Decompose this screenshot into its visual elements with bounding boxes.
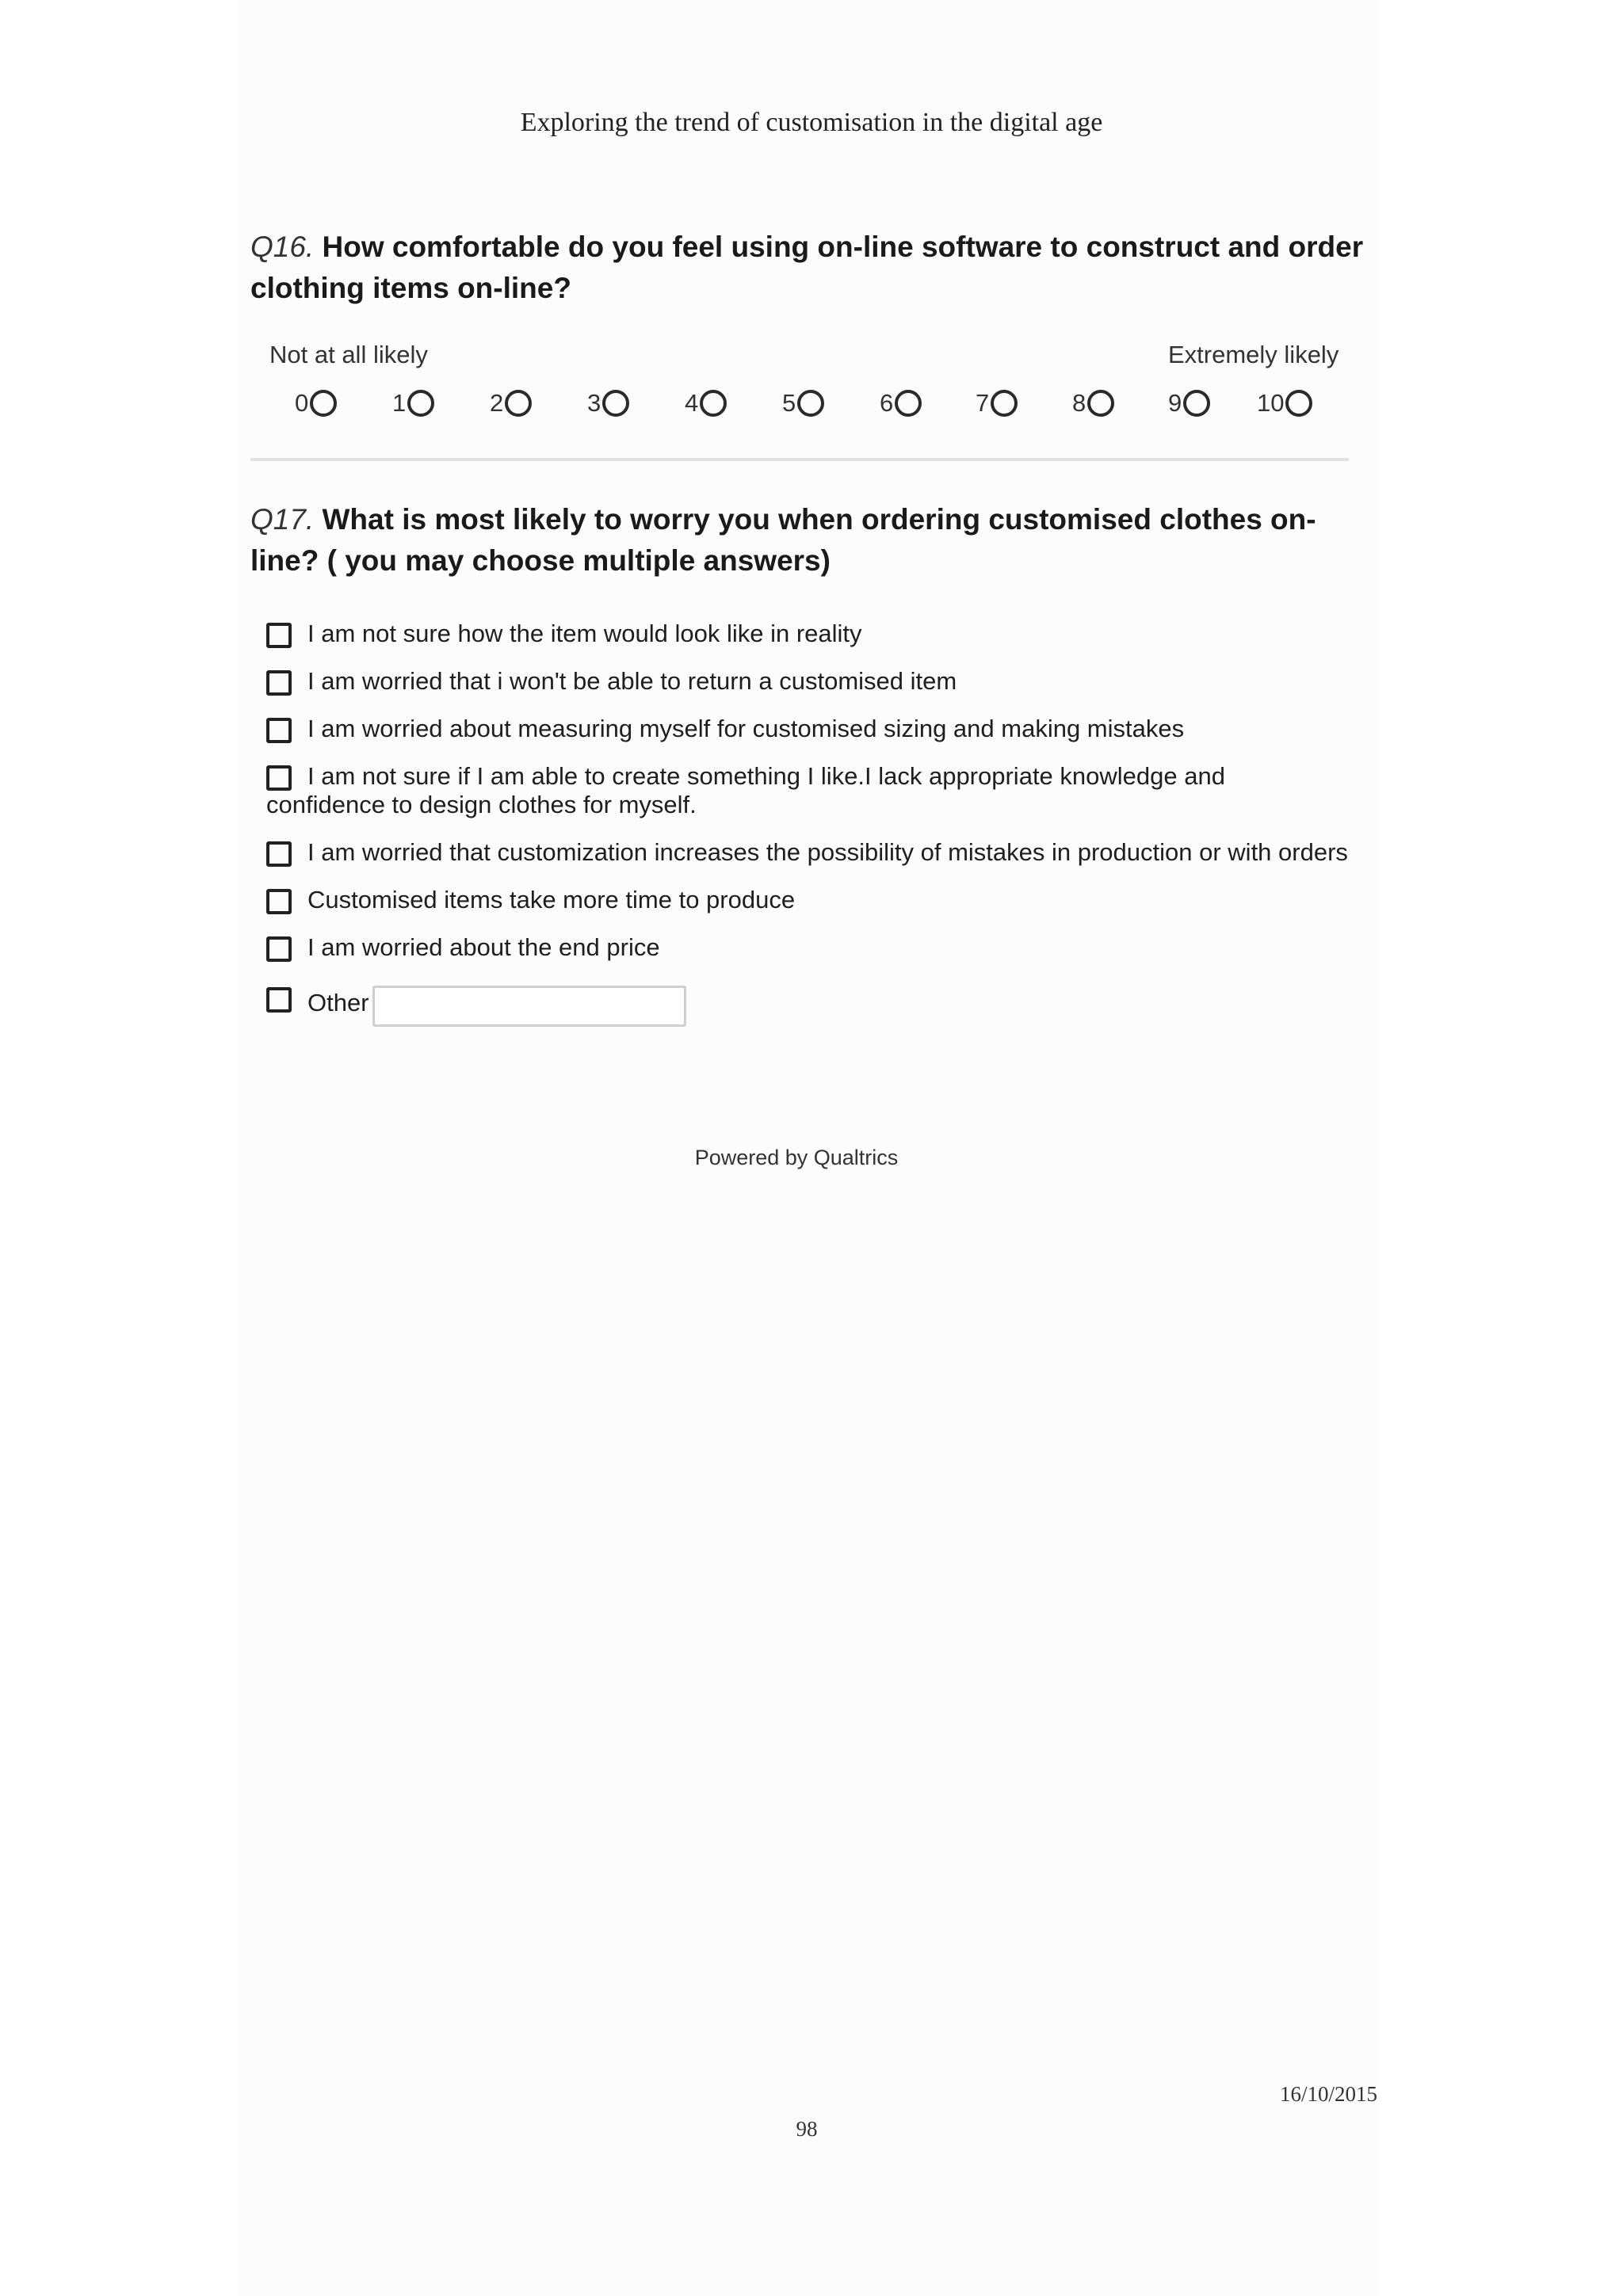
radio-icon[interactable] [700, 390, 727, 417]
scale-number: 8 [1072, 389, 1086, 417]
scale-number: 0 [295, 389, 309, 417]
powered-by-text: Powered by Qualtrics [694, 1146, 899, 1169]
footer-date: 16/10/2015 [1279, 2082, 1377, 2106]
scale-number: 5 [782, 389, 796, 417]
option-label: I am worried that customization increases the possibility of mistakes in production or with orders [307, 838, 1348, 866]
question-text: How comfortable do you feel using on-line software to construct and order clothing items on-line? [250, 231, 1364, 304]
option-label: Other [307, 989, 369, 1016]
scale-option-0[interactable] [295, 385, 382, 421]
checkbox-option-2[interactable] [266, 667, 1360, 699]
radio-icon[interactable] [1285, 390, 1312, 417]
scale-low-label: Not at all likely [269, 341, 428, 368]
scale-option-2[interactable] [490, 385, 577, 421]
option-label: I am not sure if I am able to create something I like.I lack appropriate knowledge and confidence to design clothes for myself. [266, 762, 1225, 818]
option-label: Customised items take more time to produce [307, 886, 796, 913]
checkbox-icon[interactable] [266, 841, 292, 867]
radio-icon[interactable] [991, 390, 1018, 417]
radio-icon[interactable] [797, 390, 824, 417]
page-number: 98 [796, 2117, 818, 2141]
scale-number: 1 [392, 389, 407, 417]
scale-option-8[interactable] [1072, 385, 1159, 421]
radio-icon[interactable] [310, 390, 337, 417]
radio-icon[interactable] [895, 390, 922, 417]
checkbox-icon[interactable] [266, 718, 292, 743]
scale-option-1[interactable] [392, 385, 479, 421]
radio-icon[interactable] [407, 390, 434, 417]
option-label: I am worried that i won't be able to return a customised item [307, 667, 957, 695]
checkbox-icon[interactable] [266, 889, 292, 914]
scale-high-label: Extremely likely [1168, 341, 1339, 368]
option-label: I am worried about measuring myself for customised sizing and making mistakes [307, 715, 1185, 742]
radio-icon[interactable] [1183, 390, 1210, 417]
scale-option-4[interactable] [685, 385, 772, 421]
question-16-title [250, 227, 1384, 309]
scale-option-3[interactable] [587, 385, 674, 421]
scale-number: 4 [685, 389, 699, 417]
radio-icon[interactable] [1087, 390, 1114, 417]
scale-number: 6 [880, 389, 894, 417]
question-divider [250, 458, 1349, 461]
scale-number: 10 [1257, 389, 1285, 417]
running-header: Exploring the trend of customisation in the digital age [520, 108, 1103, 137]
checkbox-option-other[interactable] [266, 984, 369, 1016]
scale-option-10[interactable] [1257, 385, 1344, 421]
scale-number: 9 [1168, 389, 1182, 417]
checkbox-icon[interactable] [266, 765, 292, 791]
other-text-input[interactable] [372, 986, 686, 1027]
scale-option-9[interactable] [1168, 385, 1255, 421]
scale-option-6[interactable] [880, 385, 967, 421]
option-label: I am not sure how the item would look like in reality [307, 620, 862, 647]
scale-number: 2 [490, 389, 504, 417]
option-label: I am worried about the end price [307, 933, 660, 961]
checkbox-icon[interactable] [266, 623, 292, 648]
scale-option-5[interactable] [782, 385, 869, 421]
scale-number: 7 [976, 389, 990, 417]
checkbox-icon[interactable] [266, 670, 292, 696]
checkbox-option-3[interactable] [266, 715, 1360, 746]
radio-icon[interactable] [602, 390, 629, 417]
checkbox-option-1[interactable] [266, 620, 1360, 651]
scale-number: 3 [587, 389, 601, 417]
question-number: Q16. [250, 231, 315, 263]
checkbox-icon[interactable] [266, 936, 292, 962]
scale-option-7[interactable] [976, 385, 1063, 421]
radio-icon[interactable] [505, 390, 532, 417]
checkbox-option-4[interactable] [266, 762, 1328, 819]
checkbox-option-6[interactable] [266, 886, 1360, 917]
question-17-title [250, 499, 1384, 582]
question-number: Q17. [250, 503, 315, 536]
checkbox-icon[interactable] [266, 987, 292, 1013]
question-text: What is most likely to worry you when ordering customised clothes on-line? ( you may choose multiple answers) [250, 503, 1316, 577]
checkbox-option-7[interactable] [266, 933, 1360, 965]
checkbox-option-5[interactable] [266, 838, 1392, 870]
